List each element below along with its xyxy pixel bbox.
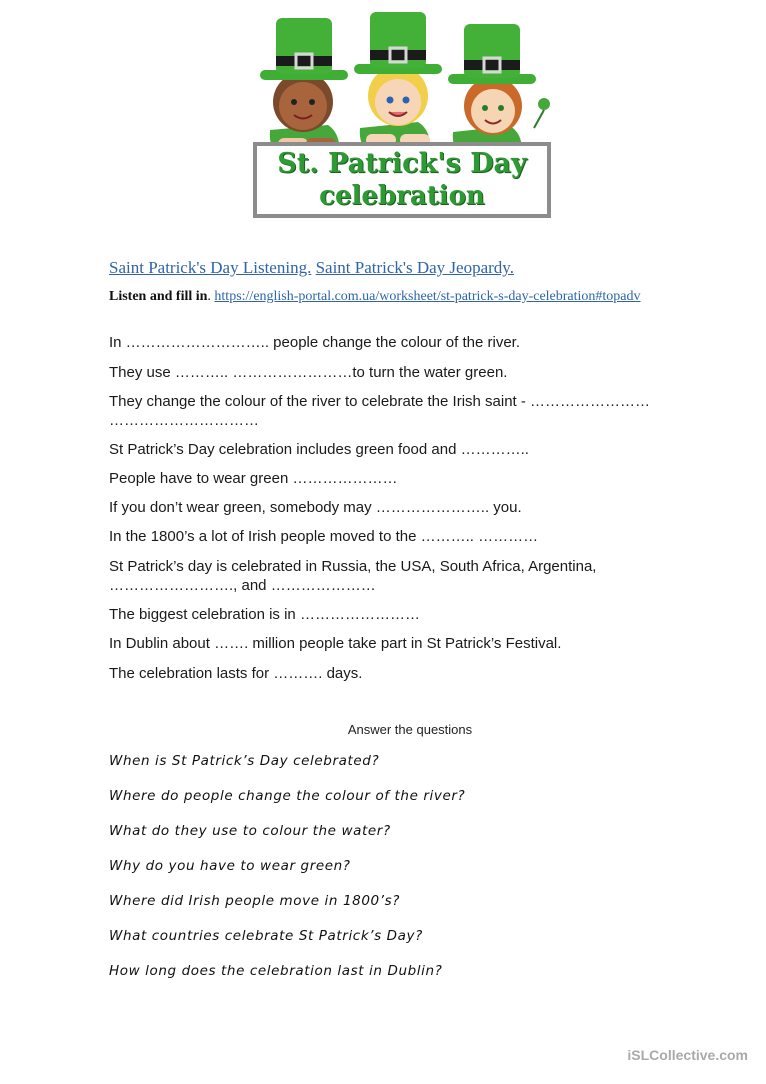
question-4: Why do you have to wear green?	[109, 858, 351, 874]
question-5: Where did Irish people move in 1800’s?	[109, 893, 400, 909]
question-1: When is St Patrick’s Day celebrated?	[109, 753, 380, 769]
fill-in-line-9: The biggest celebration is in ……………………	[109, 606, 420, 623]
fill-in-line-2: They use ……….. ……………………to turn the water green.	[109, 364, 508, 381]
kid-right-illustration	[448, 24, 550, 160]
fill-in-line-6: If you don’t wear green, somebody may ………………….. you.	[109, 499, 522, 516]
instruction	[109, 289, 669, 305]
fill-in-line-4: St Patrick’s Day celebration includes green food and …………..	[109, 441, 529, 458]
footer-watermark: iSLCollective.com	[627, 1047, 748, 1063]
kid-middle-illustration	[354, 12, 442, 156]
jeopardy-link[interactable]: Saint Patrick's Day Jeopardy.	[315, 258, 514, 277]
fill-in-line-5: People have to wear green …………………	[109, 470, 398, 487]
instruction-label: Listen and fill in	[109, 289, 208, 304]
question-7: How long does the celebration last in Dublin?	[109, 963, 443, 979]
fill-in-line-11: The celebration lasts for ………. days.	[109, 665, 363, 682]
fill-in-line-3: They change the colour of the river to celebrate the Irish saint - …………………… …………………………	[109, 393, 651, 429]
fill-in-line-1: In ……………………….. people change the colour of the river.	[109, 334, 521, 351]
title-line-2: celebration	[319, 181, 485, 211]
listening-link[interactable]: Saint Patrick's Day Listening.	[109, 258, 312, 277]
worksheet-url-link[interactable]: https://english-portal.com.ua/worksheet/st-patrick-s-day-celebration#topadv	[214, 289, 641, 304]
question-2: Where do people change the colour of the river?	[109, 788, 466, 804]
resource-links	[109, 258, 514, 278]
fill-in-line-7: In the 1800’s a lot of Irish people moved to the ……….. …………	[109, 528, 539, 545]
title-box	[253, 142, 551, 218]
fill-in-line-10: In Dublin about ……. million people take part in St Patrick’s Festival.	[109, 635, 562, 652]
title-line-1: St. Patrick's Day	[277, 148, 527, 179]
question-3: What do they use to colour the water?	[109, 823, 391, 839]
fill-in-line-8: St Patrick’s day is celebrated in Russia, the USA, South Africa, Argentina, ……………………., and …………………	[109, 558, 597, 594]
answer-heading: Answer the questions	[347, 722, 473, 737]
question-6: What countries celebrate St Patrick’s Day?	[109, 928, 423, 944]
kid-left-illustration	[260, 18, 348, 160]
instruction-separator: .	[207, 289, 215, 304]
